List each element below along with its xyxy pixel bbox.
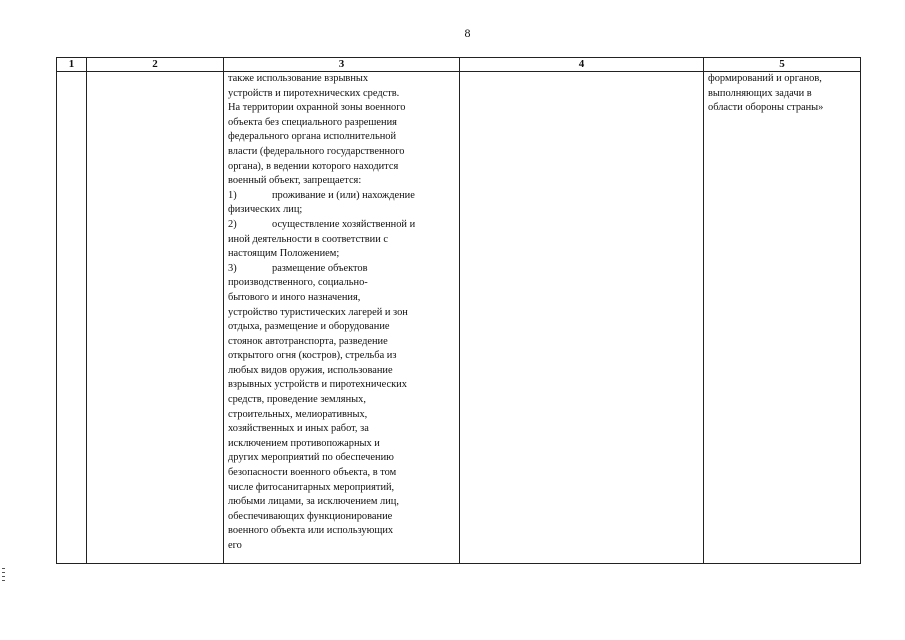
text-line: настоящим Положением; <box>228 248 340 260</box>
text-line: его <box>228 540 242 551</box>
text-line: любыми лицами, за исключением лиц, <box>228 496 399 508</box>
text-line: также использование взрывных <box>228 73 369 84</box>
margin-mark <box>2 568 5 584</box>
text-line: производственного, социально- <box>228 277 368 289</box>
column-header-3: 3 <box>224 58 460 72</box>
column-header-5: 5 <box>704 58 861 72</box>
document-table <box>56 57 861 564</box>
provision-text <box>228 72 459 554</box>
text-line: безопасности военного объекта, в том <box>228 467 397 479</box>
text-line: военного объекта или использующих <box>228 525 394 537</box>
text-line: других мероприятий по обеспечению <box>228 452 394 464</box>
cell-col-1 <box>57 72 87 564</box>
text-line: 1) проживание и (или) нахождение <box>228 189 415 201</box>
text-line: объекта без специального разрешения <box>228 116 397 128</box>
cell-col-5 <box>704 72 861 564</box>
text-line: 3) размещение объектов <box>228 262 368 274</box>
text-line: власти (федерального государственного <box>228 145 405 157</box>
text-line: военный объект, запрещается: <box>228 175 362 187</box>
text-line: средств, проведение земляных, <box>228 394 366 406</box>
text-line: строительных, мелиоративных, <box>228 408 368 420</box>
text-line: взрывных устройств и пиротехнических <box>228 379 407 391</box>
text-line: иной деятельности в соответствии с <box>228 233 388 245</box>
text-line: органа), в ведении которого находится <box>228 160 399 172</box>
text-line: хозяйственных и иных работ, за <box>228 423 369 435</box>
column-header-2: 2 <box>87 58 224 72</box>
text-line: выполняющих задачи в <box>708 87 812 99</box>
text-line: На территории охранной зоны военного <box>228 102 406 114</box>
text-line: открытого огня (костров), стрельба из <box>228 350 397 362</box>
page-number: 8 <box>464 26 471 40</box>
text-line: любых видов оружия, использование <box>228 364 393 376</box>
authority-text <box>708 72 860 116</box>
text-line: 2) осуществление хозяйственной и <box>228 218 416 230</box>
text-line: бытового и иного назначения, <box>228 291 361 303</box>
text-line: стоянок автотранспорта, разведение <box>228 335 388 347</box>
text-line: устройство туристических лагерей и зон <box>228 306 408 318</box>
text-line: области обороны страны» <box>708 102 824 114</box>
table-header-row <box>57 58 861 72</box>
text-line: обеспечивающих функционирование <box>228 510 393 522</box>
text-line: исключением противопожарных и <box>228 437 380 449</box>
column-header-1: 1 <box>57 58 87 72</box>
text-line: числе фитосанитарных мероприятий, <box>228 481 395 493</box>
cell-col-2 <box>87 72 224 564</box>
text-line: устройств и пиротехнических средств. <box>228 87 400 99</box>
cell-col-4 <box>460 72 704 564</box>
text-line: физических лиц; <box>228 204 303 216</box>
column-header-4: 4 <box>460 58 704 72</box>
cell-col-3 <box>224 72 460 564</box>
table-row <box>57 72 861 564</box>
text-line: формирований и органов, <box>708 73 822 84</box>
text-line: отдыха, размещение и оборудование <box>228 321 390 333</box>
text-line: федерального органа исполнительной <box>228 131 397 143</box>
